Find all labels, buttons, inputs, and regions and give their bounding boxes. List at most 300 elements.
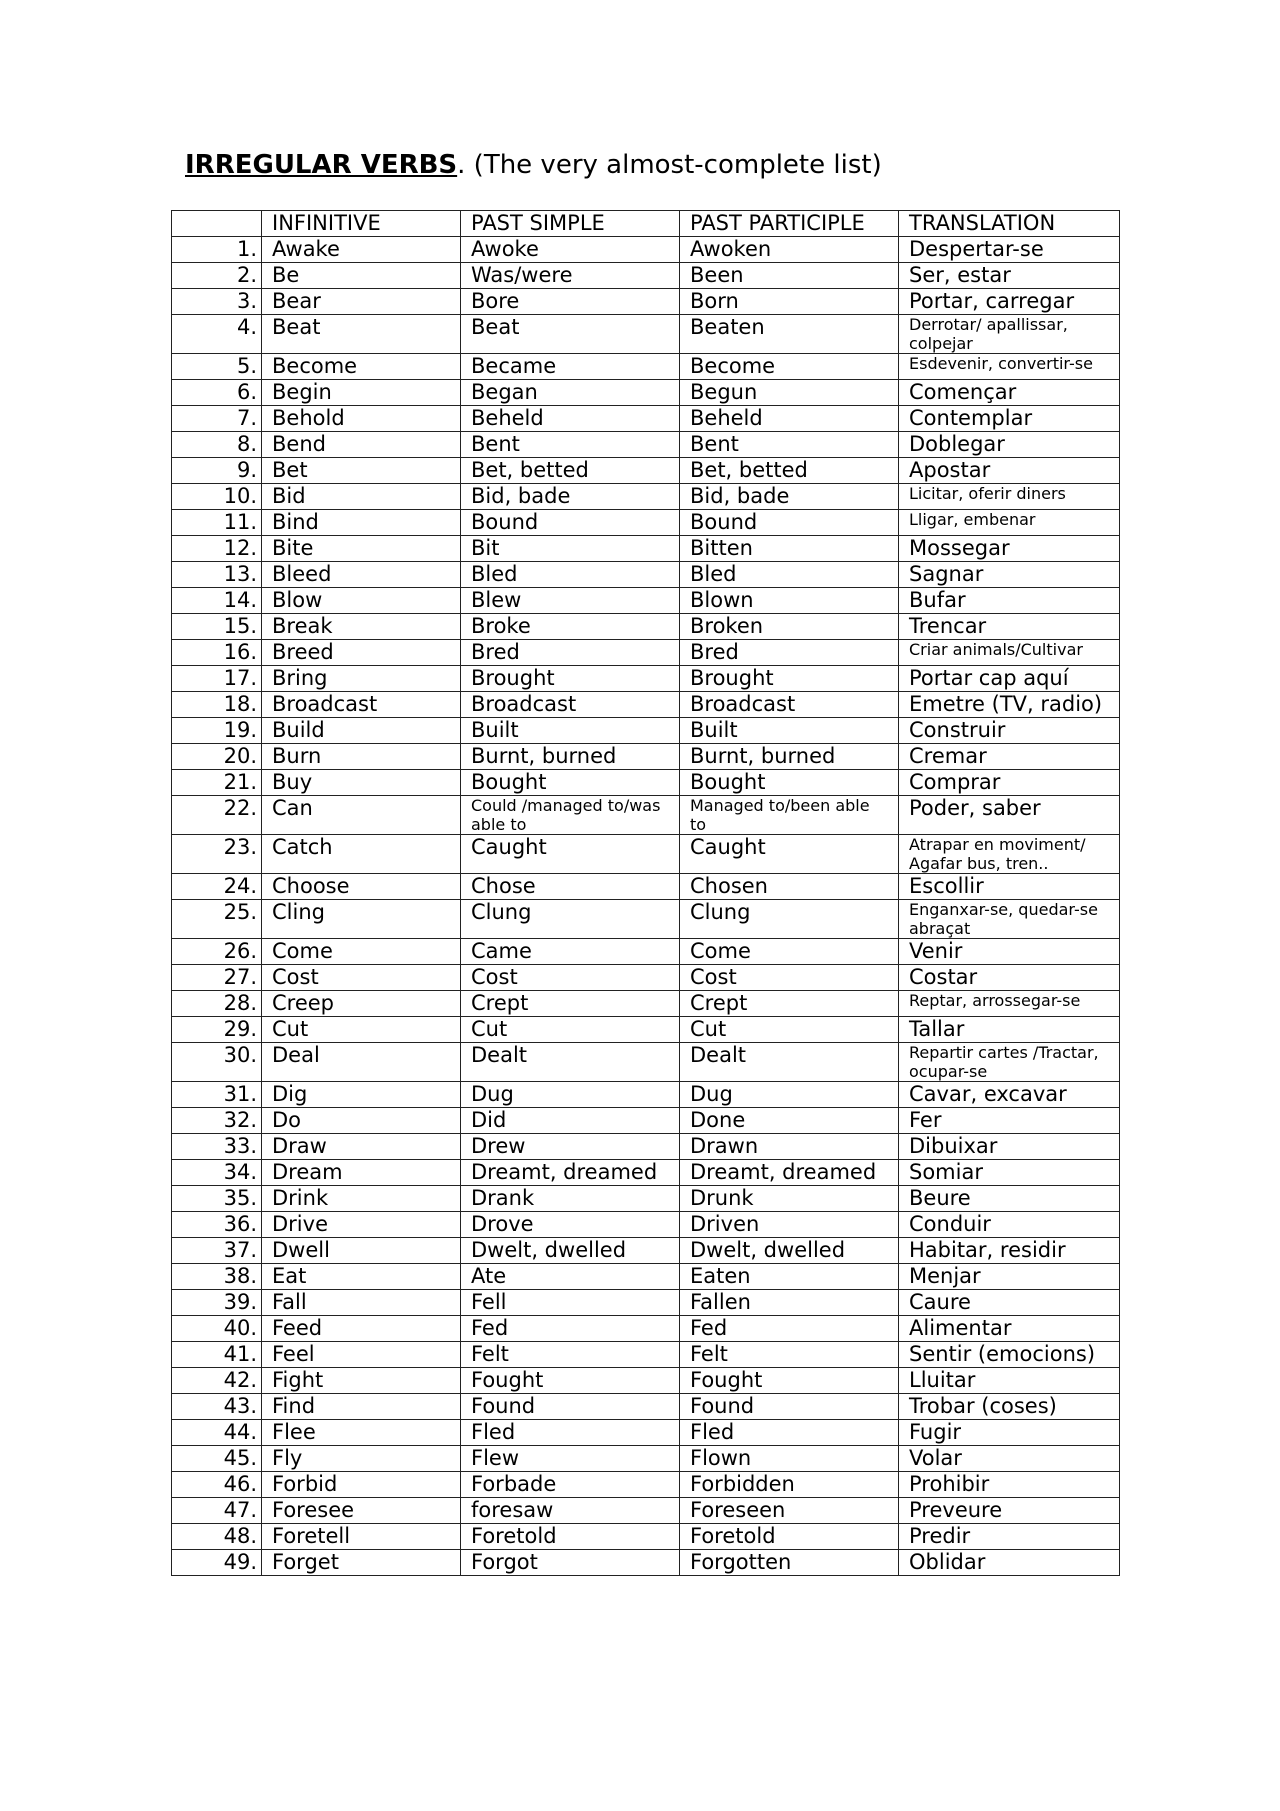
cell-translation: Fugir [899,1420,1120,1446]
cell-infinitive: Build [262,718,461,744]
table-body [172,237,1120,1576]
cell-infinitive: Burn [262,744,461,770]
cell-infinitive: Begin [262,380,461,406]
cell-translation: Reptar, arrossegar-se [899,991,1120,1017]
table-row [172,965,1120,991]
table-row [172,588,1120,614]
table-row [172,692,1120,718]
cell-past-simple: Chose [461,874,680,900]
cell-translation: Portar cap aquí [899,666,1120,692]
cell-past-participle: Broadcast [680,692,899,718]
table-row [172,1342,1120,1368]
table-row [172,510,1120,536]
cell-infinitive: Cut [262,1017,461,1043]
cell-past-participle: Beheld [680,406,899,432]
row-number: 19. [172,718,262,744]
page-title [185,150,882,180]
row-number: 18. [172,692,262,718]
cell-past-simple: Bought [461,770,680,796]
cell-infinitive: Forbid [262,1472,461,1498]
cell-translation: Lligar, embenar [899,510,1120,536]
cell-translation: Bufar [899,588,1120,614]
row-number: 8. [172,432,262,458]
cell-infinitive: Cling [262,900,461,939]
cell-infinitive: Breed [262,640,461,666]
cell-past-participle: Become [680,354,899,380]
table-row [172,744,1120,770]
cell-past-simple: Caught [461,835,680,874]
cell-infinitive: Buy [262,770,461,796]
cell-past-simple: Awoke [461,237,680,263]
cell-past-simple: Broadcast [461,692,680,718]
cell-translation: Dibuixar [899,1134,1120,1160]
table-row [172,1160,1120,1186]
cell-infinitive: Fight [262,1368,461,1394]
cell-translation: Portar, carregar [899,289,1120,315]
table-row [172,874,1120,900]
table-row [172,458,1120,484]
cell-infinitive: Bring [262,666,461,692]
table-row [172,237,1120,263]
table-row [172,900,1120,939]
cell-infinitive: Beat [262,315,461,354]
cell-translation: Beure [899,1186,1120,1212]
cell-past-participle: Dealt [680,1043,899,1082]
table-row [172,289,1120,315]
cell-translation: Preveure [899,1498,1120,1524]
cell-translation: Doblegar [899,432,1120,458]
cell-past-simple: Beat [461,315,680,354]
cell-infinitive: Bleed [262,562,461,588]
cell-translation: Atrapar en moviment/ Agafar bus, tren.. [899,835,1120,874]
cell-translation: Contemplar [899,406,1120,432]
table-row [172,1212,1120,1238]
cell-past-simple: Forbade [461,1472,680,1498]
table-row [172,1498,1120,1524]
cell-translation: Oblidar [899,1550,1120,1576]
cell-past-participle: Bet, betted [680,458,899,484]
cell-infinitive: Choose [262,874,461,900]
cell-infinitive: Deal [262,1043,461,1082]
cell-infinitive: Dig [262,1082,461,1108]
row-number: 10. [172,484,262,510]
cell-infinitive: Break [262,614,461,640]
cell-past-simple: Broke [461,614,680,640]
cell-past-participle: Dreamt, dreamed [680,1160,899,1186]
table-row [172,991,1120,1017]
cell-translation: Escollir [899,874,1120,900]
row-number: 46. [172,1472,262,1498]
table-row [172,1316,1120,1342]
row-number: 36. [172,1212,262,1238]
cell-past-participle: Bound [680,510,899,536]
title-bold: IRREGULAR VERBS [185,150,458,180]
cell-past-participle: Bought [680,770,899,796]
row-number: 16. [172,640,262,666]
table-row [172,614,1120,640]
cell-past-simple: Brought [461,666,680,692]
cell-past-participle: Forgotten [680,1550,899,1576]
table-row [172,432,1120,458]
row-number: 38. [172,1264,262,1290]
table-row [172,1472,1120,1498]
cell-infinitive: Bear [262,289,461,315]
cell-past-simple: Bet, betted [461,458,680,484]
cell-past-participle: Felt [680,1342,899,1368]
row-number: 25. [172,900,262,939]
header-past-simple: PAST SIMPLE [461,211,680,237]
cell-infinitive: Bet [262,458,461,484]
cell-translation: Enganxar-se, quedar-se abraçat [899,900,1120,939]
cell-past-participle: Broken [680,614,899,640]
cell-past-simple: Bled [461,562,680,588]
table-row [172,939,1120,965]
cell-past-participle: Crept [680,991,899,1017]
cell-past-participle: Bid, bade [680,484,899,510]
row-number: 28. [172,991,262,1017]
row-number: 42. [172,1368,262,1394]
cell-infinitive: Flee [262,1420,461,1446]
table-row [172,1238,1120,1264]
title-rest: . (The very almost-complete list) [457,150,882,180]
cell-past-simple: Fought [461,1368,680,1394]
row-number: 41. [172,1342,262,1368]
cell-infinitive: Do [262,1108,461,1134]
cell-past-participle: Found [680,1394,899,1420]
cell-past-participle: Bred [680,640,899,666]
cell-infinitive: Broadcast [262,692,461,718]
row-number: 4. [172,315,262,354]
cell-past-participle: Built [680,718,899,744]
table-row [172,718,1120,744]
cell-past-simple: Cut [461,1017,680,1043]
cell-translation: Caure [899,1290,1120,1316]
row-number: 12. [172,536,262,562]
row-number: 22. [172,796,262,835]
cell-past-simple: Bit [461,536,680,562]
table-row [172,406,1120,432]
cell-translation: Poder, saber [899,796,1120,835]
row-number: 17. [172,666,262,692]
cell-past-participle: Chosen [680,874,899,900]
cell-past-simple: Bore [461,289,680,315]
row-number: 15. [172,614,262,640]
row-number: 34. [172,1160,262,1186]
row-number: 44. [172,1420,262,1446]
table-row [172,484,1120,510]
cell-infinitive: Foresee [262,1498,461,1524]
table-row [172,1368,1120,1394]
cell-translation: Prohibir [899,1472,1120,1498]
cell-past-simple: Dwelt, dwelled [461,1238,680,1264]
table-row [172,1290,1120,1316]
table-row [172,835,1120,874]
cell-past-simple: Drew [461,1134,680,1160]
cell-infinitive: Behold [262,406,461,432]
cell-past-participle: Cut [680,1017,899,1043]
cell-infinitive: Foretell [262,1524,461,1550]
cell-past-simple: Crept [461,991,680,1017]
table-row [172,536,1120,562]
cell-translation: Sentir (emocions) [899,1342,1120,1368]
cell-translation: Mossegar [899,536,1120,562]
cell-past-participle: Drunk [680,1186,899,1212]
cell-infinitive: Come [262,939,461,965]
cell-past-participle: Bled [680,562,899,588]
cell-past-participle: Brought [680,666,899,692]
cell-past-participle: Burnt, burned [680,744,899,770]
cell-infinitive: Eat [262,1264,461,1290]
cell-past-participle: Dug [680,1082,899,1108]
cell-translation: Somiar [899,1160,1120,1186]
cell-past-participle: Drawn [680,1134,899,1160]
table-row [172,1264,1120,1290]
cell-past-participle: Fought [680,1368,899,1394]
cell-infinitive: Bend [262,432,461,458]
row-number: 3. [172,289,262,315]
row-number: 5. [172,354,262,380]
row-number: 14. [172,588,262,614]
cell-past-participle: Blown [680,588,899,614]
cell-infinitive: Dream [262,1160,461,1186]
header-row [172,211,1120,237]
cell-infinitive: Feel [262,1342,461,1368]
cell-infinitive: Feed [262,1316,461,1342]
table-row [172,354,1120,380]
cell-translation: Esdevenir, convertir-se [899,354,1120,380]
cell-translation: Començar [899,380,1120,406]
row-number: 40. [172,1316,262,1342]
cell-infinitive: Fall [262,1290,461,1316]
cell-past-participle: Fallen [680,1290,899,1316]
cell-past-simple: Drank [461,1186,680,1212]
cell-past-simple: Began [461,380,680,406]
cell-past-simple: Dealt [461,1043,680,1082]
cell-past-simple: Was/were [461,263,680,289]
cell-past-participle: Born [680,289,899,315]
table-row [172,1082,1120,1108]
cell-past-simple: Forgot [461,1550,680,1576]
cell-past-participle: Bitten [680,536,899,562]
cell-past-participle: Fed [680,1316,899,1342]
cell-translation: Trobar (coses) [899,1394,1120,1420]
row-number: 9. [172,458,262,484]
cell-infinitive: Can [262,796,461,835]
cell-past-participle: Clung [680,900,899,939]
cell-infinitive: Draw [262,1134,461,1160]
cell-translation: Habitar, residir [899,1238,1120,1264]
cell-infinitive: Catch [262,835,461,874]
table-row [172,1550,1120,1576]
row-number: 31. [172,1082,262,1108]
cell-translation: Construir [899,718,1120,744]
cell-past-simple: Dug [461,1082,680,1108]
row-number: 29. [172,1017,262,1043]
table-row [172,666,1120,692]
cell-past-participle: Managed to/been able to [680,796,899,835]
cell-past-participle: Bent [680,432,899,458]
row-number: 33. [172,1134,262,1160]
cell-translation: Trencar [899,614,1120,640]
cell-infinitive: Awake [262,237,461,263]
cell-past-simple: Bid, bade [461,484,680,510]
cell-infinitive: Drink [262,1186,461,1212]
header-translation: TRANSLATION [899,211,1120,237]
row-number: 6. [172,380,262,406]
cell-infinitive: Become [262,354,461,380]
table-row [172,562,1120,588]
row-number: 27. [172,965,262,991]
cell-past-participle: Been [680,263,899,289]
irregular-verbs-table [171,210,1120,1576]
table-row [172,1186,1120,1212]
table-row [172,1446,1120,1472]
cell-translation: Criar animals/Cultivar [899,640,1120,666]
cell-past-simple: Dreamt, dreamed [461,1160,680,1186]
header-past-participle: PAST PARTICIPLE [680,211,899,237]
cell-past-participle: Caught [680,835,899,874]
cell-translation: Costar [899,965,1120,991]
cell-infinitive: Cost [262,965,461,991]
cell-past-participle: Flown [680,1446,899,1472]
table-row [172,1394,1120,1420]
cell-translation: Tallar [899,1017,1120,1043]
table-row [172,1108,1120,1134]
cell-translation: Despertar-se [899,237,1120,263]
header-number [172,211,262,237]
cell-past-participle: Done [680,1108,899,1134]
header-infinitive: INFINITIVE [262,211,461,237]
cell-past-participle: Eaten [680,1264,899,1290]
cell-past-simple: Blew [461,588,680,614]
cell-past-participle: Come [680,939,899,965]
row-number: 24. [172,874,262,900]
cell-past-simple: Beheld [461,406,680,432]
row-number: 7. [172,406,262,432]
cell-infinitive: Creep [262,991,461,1017]
cell-past-participle: Foretold [680,1524,899,1550]
cell-past-participle: Begun [680,380,899,406]
row-number: 49. [172,1550,262,1576]
cell-past-simple: Came [461,939,680,965]
cell-past-simple: Foretold [461,1524,680,1550]
cell-past-simple: Bound [461,510,680,536]
cell-past-simple: Ate [461,1264,680,1290]
cell-past-participle: Foreseen [680,1498,899,1524]
row-number: 43. [172,1394,262,1420]
cell-translation: Lluitar [899,1368,1120,1394]
cell-translation: Cremar [899,744,1120,770]
row-number: 39. [172,1290,262,1316]
cell-infinitive: Bind [262,510,461,536]
cell-past-simple: foresaw [461,1498,680,1524]
cell-past-simple: Flew [461,1446,680,1472]
row-number: 23. [172,835,262,874]
cell-past-simple: Did [461,1108,680,1134]
table-row [172,380,1120,406]
cell-past-simple: Built [461,718,680,744]
cell-translation: Comprar [899,770,1120,796]
cell-translation: Fer [899,1108,1120,1134]
cell-past-simple: Could /managed to/was able to [461,796,680,835]
cell-translation: Apostar [899,458,1120,484]
row-number: 30. [172,1043,262,1082]
cell-past-participle: Fled [680,1420,899,1446]
cell-past-participle: Driven [680,1212,899,1238]
row-number: 45. [172,1446,262,1472]
table-row [172,640,1120,666]
cell-infinitive: Drive [262,1212,461,1238]
cell-past-participle: Cost [680,965,899,991]
table-row [172,263,1120,289]
cell-past-simple: Fled [461,1420,680,1446]
row-number: 35. [172,1186,262,1212]
cell-past-simple: Fell [461,1290,680,1316]
cell-infinitive: Bid [262,484,461,510]
cell-translation: Derrotar/ apallissar, colpejar [899,315,1120,354]
row-number: 2. [172,263,262,289]
cell-past-simple: Bred [461,640,680,666]
cell-past-simple: Felt [461,1342,680,1368]
cell-translation: Alimentar [899,1316,1120,1342]
table-row [172,1524,1120,1550]
cell-past-simple: Cost [461,965,680,991]
row-number: 26. [172,939,262,965]
row-number: 32. [172,1108,262,1134]
table-row [172,1134,1120,1160]
cell-translation: Licitar, oferir diners [899,484,1120,510]
cell-past-simple: Bent [461,432,680,458]
cell-past-simple: Found [461,1394,680,1420]
cell-past-participle: Beaten [680,315,899,354]
cell-past-participle: Awoken [680,237,899,263]
cell-infinitive: Dwell [262,1238,461,1264]
row-number: 21. [172,770,262,796]
cell-infinitive: Blow [262,588,461,614]
cell-translation: Volar [899,1446,1120,1472]
cell-translation: Menjar [899,1264,1120,1290]
cell-past-simple: Burnt, burned [461,744,680,770]
cell-infinitive: Find [262,1394,461,1420]
cell-translation: Cavar, excavar [899,1082,1120,1108]
cell-translation: Sagnar [899,562,1120,588]
cell-infinitive: Bite [262,536,461,562]
cell-translation: Ser, estar [899,263,1120,289]
row-number: 47. [172,1498,262,1524]
row-number: 13. [172,562,262,588]
cell-past-participle: Dwelt, dwelled [680,1238,899,1264]
cell-translation: Venir [899,939,1120,965]
table-row [172,315,1120,354]
table-row [172,796,1120,835]
cell-translation: Repartir cartes /Tractar, ocupar-se [899,1043,1120,1082]
cell-past-participle: Forbidden [680,1472,899,1498]
cell-infinitive: Be [262,263,461,289]
table-row [172,1420,1120,1446]
cell-translation: Predir [899,1524,1120,1550]
cell-infinitive: Forget [262,1550,461,1576]
table-row [172,1017,1120,1043]
table-row [172,770,1120,796]
cell-past-simple: Clung [461,900,680,939]
row-number: 1. [172,237,262,263]
cell-past-simple: Drove [461,1212,680,1238]
row-number: 11. [172,510,262,536]
cell-infinitive: Fly [262,1446,461,1472]
cell-translation: Conduir [899,1212,1120,1238]
cell-translation: Emetre (TV, radio) [899,692,1120,718]
row-number: 48. [172,1524,262,1550]
